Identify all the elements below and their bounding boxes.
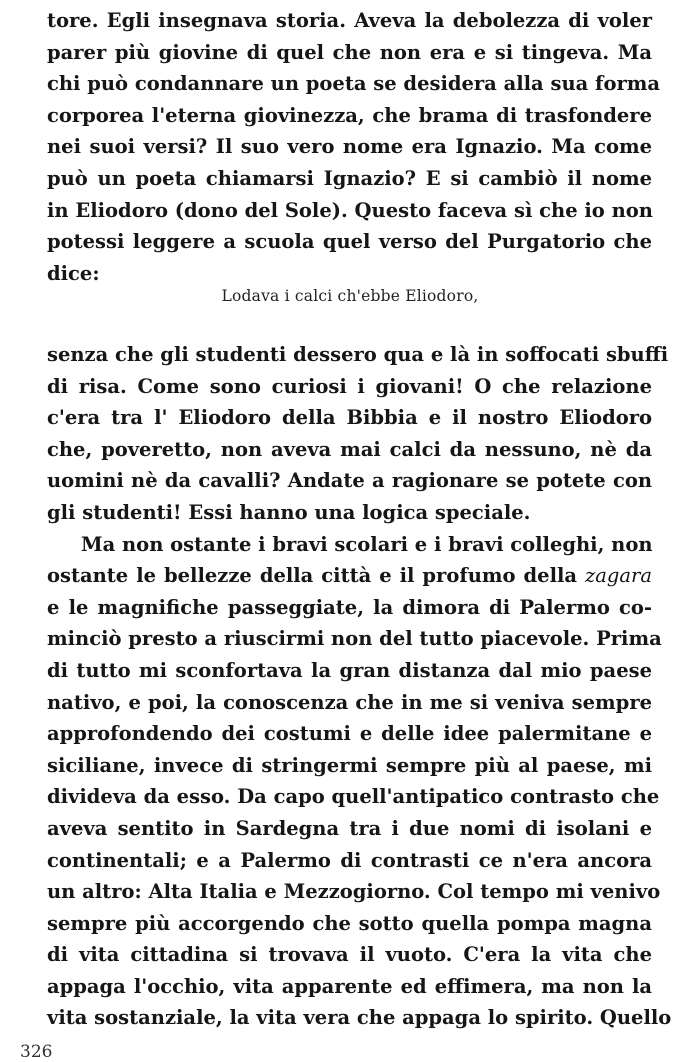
text-line: siciliane, invece di stringermi sempre più al paese, mi	[47, 753, 652, 777]
text-line: che, poveretto, non aveva mai calci da nessuno, nè da	[47, 437, 652, 461]
text-line: dice:	[47, 261, 100, 285]
text-line: senza che gli studenti dessero qua e là in soffocati sbuffi	[47, 343, 669, 366]
text-line: appaga l'occhio, vita apparente ed effimera, ma non la	[47, 974, 652, 998]
text-line: in Eliodoro (dono del Sole). Questo faceva sì che io non	[47, 198, 653, 222]
line-prefix: ostante le bellezze della città e il profumo della	[47, 564, 586, 588]
text-line: può un poeta chiamarsi Ignazio? E si cambiò il nome	[47, 166, 652, 190]
text-line-with-italic	[47, 560, 652, 592]
text-line: c'era tra l' Eliodoro della Bibbia e il nostro Eliodoro	[47, 406, 652, 430]
text-line: potessi leggere a scuola quel verso del Purgatorio che	[47, 230, 652, 254]
text-line: vita sostanziale, la vita vera che appaga lo spirito. Quello	[47, 1006, 672, 1030]
text-line: chi può condannare un poeta se desidera alla sua forma	[47, 72, 660, 96]
text-line: divideva da esso. Da capo quell'antipatico contrasto che	[47, 785, 660, 809]
paragraph-2	[47, 339, 672, 1034]
text-line: gli studenti! Essi hanno una logica speciale.	[47, 500, 531, 524]
verse-quote: Lodava i calci ch'ebbe Eliodoro,	[221, 287, 479, 305]
text-line: aveva sentito in Sardegna tra i due nomi di isolani e	[47, 816, 652, 840]
paragraph-1	[47, 5, 660, 289]
text-line: di tutto mi sconfortava la gran distanza dal mio paese	[47, 658, 652, 682]
text-line: parer più giovine di quel che non era e si tingeva. Ma	[47, 40, 652, 64]
italic-word: zagara	[585, 564, 652, 588]
text-line: tore. Egli insegnava storia. Aveva la debolezza di voler	[47, 9, 652, 32]
text-line: di risa. Come sono curiosi i giovani! O che relazione	[47, 374, 652, 398]
text-line: sempre più accorgendo che sotto quella pompa magna	[47, 911, 652, 935]
text-line: minciò presto a riuscirmi non del tutto piacevole. Prima	[47, 627, 662, 651]
text-line: continentali; e a Palermo di contrasti ce n'era ancora	[47, 848, 652, 872]
text-line: di vita cittadina si trovava il vuoto. C'era la vita che	[47, 943, 652, 967]
text-line: nei suoi versi? Il suo vero nome era Ignazio. Ma come	[47, 135, 652, 159]
text-line: uomini nè da cavalli? Andate a ragionare se potete con	[47, 469, 652, 493]
text-line: e le magnifiche passeggiate, la dimora di Palermo co-	[47, 595, 652, 619]
text-line: un altro: Alta Italia e Mezzogiorno. Col tempo mi venivo	[47, 880, 661, 904]
text-line: corporea l'eterna giovinezza, che brama di trasfondere	[47, 103, 652, 127]
page-number: 326	[20, 1042, 53, 1062]
text-line: approfondendo dei costumi e delle idee palermitane e	[47, 722, 652, 746]
text-line: nativo, e poi, la conoscenza che in me si veniva sempre	[47, 690, 652, 714]
text-line: Ma non ostante i bravi scolari e i bravi colleghi, non	[81, 532, 653, 556]
